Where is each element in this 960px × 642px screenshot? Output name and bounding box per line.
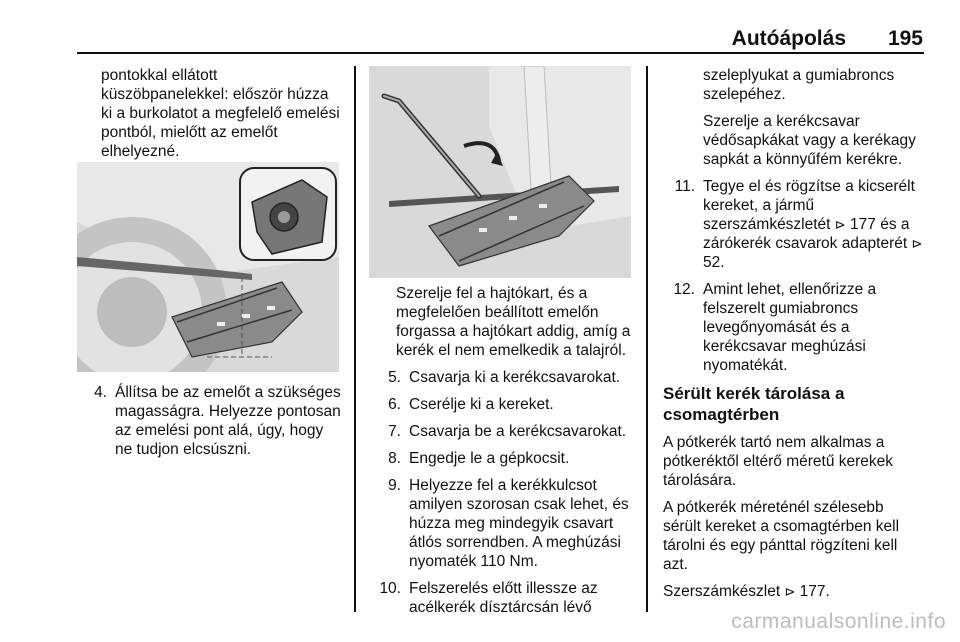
step-10-continuation: [663, 66, 923, 104]
page-number: 195: [887, 27, 923, 50]
paragraph-3: [663, 582, 923, 601]
step-11: [663, 177, 923, 272]
step-11-text-b: és a zárókerék csavarok adapterét: [703, 216, 912, 252]
step-12-text: Amint lehet, ellenőrizze a felszerelt gumiabroncs levegőnyomását és a kerékcsavar meghúzási nyomatékát.: [703, 281, 877, 374]
step-9: [371, 476, 633, 571]
step-6-number: 6.: [388, 396, 401, 413]
column-divider-2: [646, 66, 648, 612]
step-10-text: Felszerelés előtt illessze az acélkerék dísztárcsán lévő: [409, 580, 598, 616]
step-4-number: 4.: [94, 384, 107, 401]
column-divider-1: [354, 66, 356, 612]
step-8-number: 8.: [388, 450, 401, 467]
step-11-ref-1[interactable]: 177: [850, 216, 876, 233]
page-title: Autóápolás: [731, 27, 846, 50]
column-1-lower: [77, 383, 341, 467]
page-header: [0, 0, 960, 54]
step-10-note: [663, 112, 923, 169]
step-12: [663, 280, 923, 375]
header-rule: [77, 52, 924, 54]
step-4-continuation-text: Szerelje fel a hajtókart, és a megfelelően beállított emelőn forgassa a hajtókart addig, amíg a kerék el nem emelkedik a talajról.: [396, 285, 631, 359]
crank-figure: [369, 66, 631, 278]
page-reference-icon: ⊳: [784, 584, 796, 599]
step-12-number: 12.: [673, 281, 695, 298]
paragraph-3-ref[interactable]: 177.: [799, 583, 830, 600]
step-11-ref-2[interactable]: 52.: [703, 254, 725, 271]
page-reference-icon: ⊳: [834, 217, 846, 232]
page-reference-icon: ⊳: [911, 236, 923, 251]
step-8: [371, 449, 633, 468]
step-5-text: Csavarja ki a kerékcsavarokat.: [409, 369, 621, 386]
step-7-text: Csavarja be a kerékcsavarokat.: [409, 423, 627, 440]
step-10: [371, 579, 633, 617]
section-heading: Sérült kerék tárolása a csomagtérben: [663, 384, 845, 424]
step-10-continuation-text: szeleplyukat a gumiabroncs szelepéhez.: [703, 67, 895, 103]
step-11-number: 11.: [674, 178, 695, 195]
step-10-number: 10.: [379, 580, 401, 597]
column-3: [663, 66, 923, 609]
watermark: carmanualsonline.info: [731, 610, 946, 633]
step-11-text-a: Tegye el és rögzítse a kicserélt kereket, a jármű szerszámkészletét: [703, 178, 915, 233]
step-5-number: 5.: [388, 369, 401, 386]
jack-placement-illustration: [77, 162, 339, 372]
paragraph-2: A pótkerék méreténél szélesebb sérült kereket a csomagtérben kell tárolni és egy pánttal rögzíteni kell azt.: [663, 499, 900, 573]
step-4-continuation: [371, 284, 633, 360]
paragraph-3-text: Szerszámkészlet: [663, 583, 785, 600]
column-1: [101, 66, 341, 169]
step-9-number: 9.: [388, 477, 401, 494]
step-5: [371, 368, 633, 387]
step-6: [371, 395, 633, 414]
step-4-text: Állítsa be az emelőt a szükséges magasságra. Helyezze pontosan az emelési pont alá, úgy, hogy ne tudjon elcsúszni.: [115, 384, 341, 458]
step-7: [371, 422, 633, 441]
intro-paragraph: pontokkal ellátott küszöbpanelekkel: először húzza ki a burkolatot a megfelelő emelési pontból, mielőtt az emelőt elhelyezné.: [101, 67, 340, 160]
step-7-number: 7.: [388, 423, 401, 440]
step-10-note-text: Szerelje a kerékcsavar védősapkákat vagy a kerékagy sapkát a könnyűfém kerékre.: [703, 113, 916, 168]
paragraph-1: A pótkerék tartó nem alkalmas a pótkeréktől eltérő méretű kerekek tárolására.: [663, 434, 894, 489]
step-9-text: Helyezze fel a kerékkulcsot amilyen szorosan csak lehet, és húzza meg mindegyik csavart átlós sorrendben. A meghúzási nyomaték 110 Nm.: [409, 477, 629, 570]
step-8-text: Engedje le a gépkocsit.: [409, 450, 570, 467]
step-4: [77, 383, 341, 459]
step-6-text: Cserélje ki a kereket.: [409, 396, 554, 413]
crank-illustration: [369, 66, 631, 278]
column-2: [371, 284, 633, 625]
jack-placement-figure: [77, 162, 339, 372]
